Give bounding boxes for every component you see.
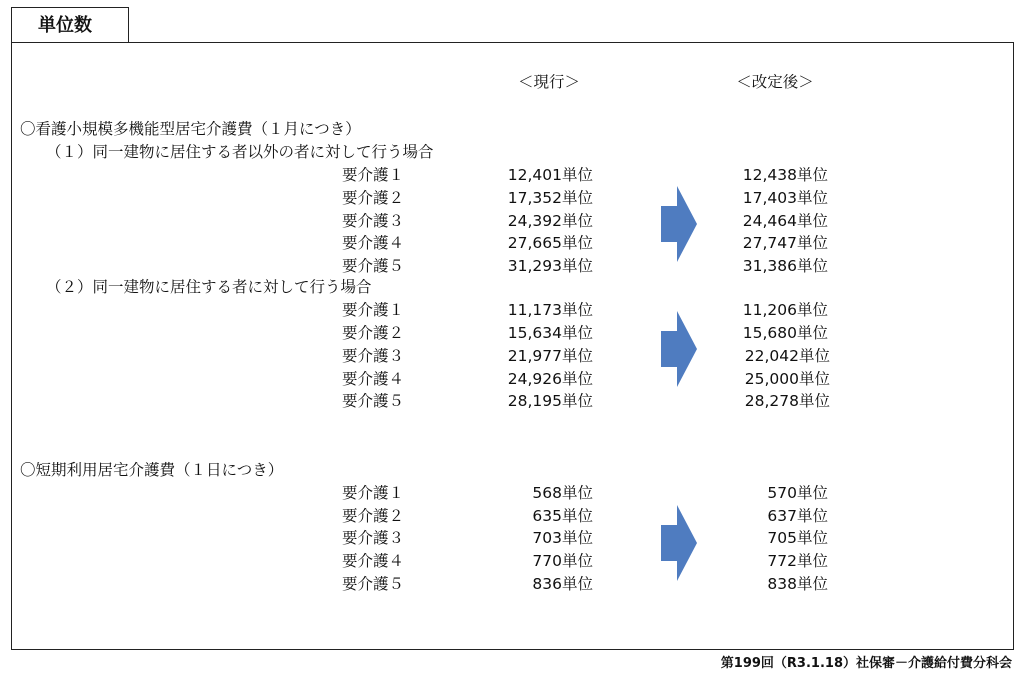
current-units: 28,195単位 xyxy=(507,392,593,410)
right-arrow-icon xyxy=(661,311,697,387)
care-level-label: 要介護４ xyxy=(342,552,405,570)
revised-units: 637単位 xyxy=(767,507,828,525)
care-level-label: 要介護１ xyxy=(342,166,405,184)
revised-units: 570単位 xyxy=(767,484,828,502)
revised-column-header: ＜改定後＞ xyxy=(736,73,814,91)
footer-source: 第199回（R3.1.18）社保審－介護給付費分科会 xyxy=(720,656,1012,671)
current-units: 17,352単位 xyxy=(507,189,593,207)
revised-units: 772単位 xyxy=(767,552,828,570)
current-units: 12,401単位 xyxy=(507,166,593,184)
subsection-heading: （２）同一建物に居住する者に対して行う場合 xyxy=(46,278,372,296)
care-level-label: 要介護１ xyxy=(342,484,405,502)
revised-units: 15,680単位 xyxy=(742,324,828,342)
care-level-label: 要介護５ xyxy=(342,575,405,593)
current-units: 836単位 xyxy=(532,575,593,593)
current-units: 21,977単位 xyxy=(507,347,593,365)
revised-units: 12,438単位 xyxy=(742,166,828,184)
current-units: 703単位 xyxy=(532,529,593,547)
care-level-label: 要介護５ xyxy=(342,392,405,410)
revised-units: 25,000単位 xyxy=(744,370,830,388)
current-column-header: ＜現行＞ xyxy=(517,73,580,91)
care-level-label: 要介護４ xyxy=(342,370,405,388)
revised-units: 24,464単位 xyxy=(742,212,828,230)
care-level-label: 要介護１ xyxy=(342,301,405,319)
revised-units: 11,206単位 xyxy=(742,301,828,319)
care-level-label: 要介護５ xyxy=(342,257,405,275)
current-units: 27,665単位 xyxy=(507,234,593,252)
current-units: 770単位 xyxy=(532,552,593,570)
revised-units: 27,747単位 xyxy=(742,234,828,252)
care-level-label: 要介護２ xyxy=(342,324,405,342)
section-heading: 〇短期利用居宅介護費（１日につき） xyxy=(20,461,284,479)
page-title: 単位数 xyxy=(11,7,129,42)
current-units: 635単位 xyxy=(532,507,593,525)
revised-units: 22,042単位 xyxy=(744,347,830,365)
care-level-label: 要介護３ xyxy=(342,212,405,230)
care-level-label: 要介護４ xyxy=(342,234,405,252)
care-level-label: 要介護３ xyxy=(342,529,405,547)
current-units: 31,293単位 xyxy=(507,257,593,275)
revised-units: 705単位 xyxy=(767,529,828,547)
right-arrow-icon xyxy=(661,505,697,581)
current-units: 24,926単位 xyxy=(507,370,593,388)
current-units: 568単位 xyxy=(532,484,593,502)
care-level-label: 要介護２ xyxy=(342,189,405,207)
care-level-label: 要介護３ xyxy=(342,347,405,365)
revised-units: 838単位 xyxy=(767,575,828,593)
revised-units: 28,278単位 xyxy=(744,392,830,410)
revised-units: 17,403単位 xyxy=(742,189,828,207)
right-arrow-icon xyxy=(661,186,697,262)
current-units: 15,634単位 xyxy=(507,324,593,342)
care-level-label: 要介護２ xyxy=(342,507,405,525)
current-units: 11,173単位 xyxy=(507,301,593,319)
subsection-heading: （１）同一建物に居住する者以外の者に対して行う場合 xyxy=(46,143,434,161)
section-heading: 〇看護小規模多機能型居宅介護費（１月につき） xyxy=(20,120,361,138)
revised-units: 31,386単位 xyxy=(742,257,828,275)
current-units: 24,392単位 xyxy=(507,212,593,230)
